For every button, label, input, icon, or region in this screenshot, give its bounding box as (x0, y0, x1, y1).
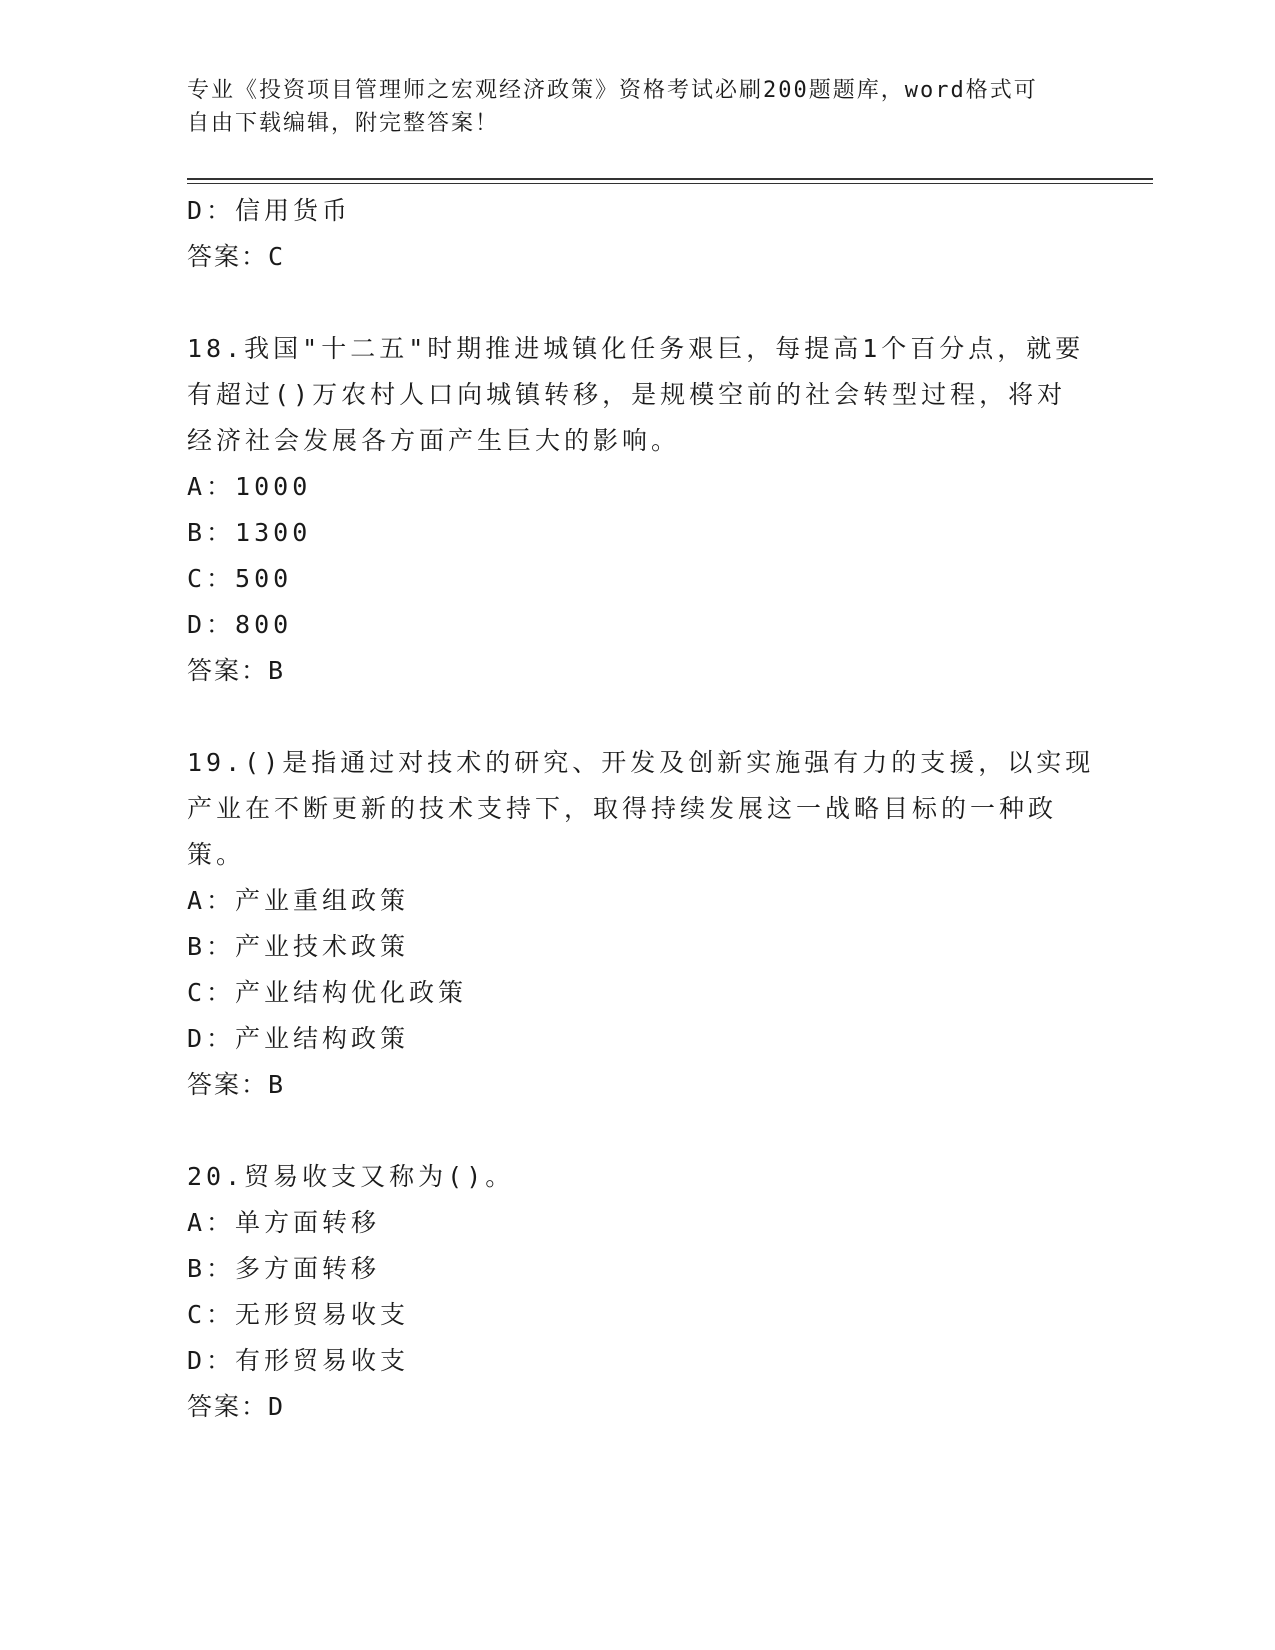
question-19-answer: 答案：B (187, 1070, 286, 1099)
question-19-stem-line-2: 产业在不断更新的技术支持下，取得持续发展这一战略目标的一种政 (187, 794, 1058, 823)
question-20-option-c: C：无形贸易收支 (187, 1300, 410, 1329)
question-19-stem-line-3: 策。 (187, 840, 246, 869)
header-line-2: 自由下载编辑，附完整答案！ (187, 111, 500, 136)
page-header (187, 74, 1067, 140)
header-divider-thin (187, 183, 1153, 184)
question-19 (187, 740, 1095, 1108)
question-19-option-d: D：产业结构政策 (187, 1024, 410, 1053)
question-18-option-a: A：1000 (187, 472, 312, 501)
question-19-option-a: A：产业重组政策 (187, 886, 410, 915)
prev-answer: 答案：C (187, 242, 286, 271)
question-18-stem-line-3: 经济社会发展各方面产生巨大的影响。 (187, 426, 681, 455)
question-18 (187, 326, 1087, 694)
question-20 (187, 1154, 1087, 1430)
question-19-option-b: B：产业技术政策 (187, 932, 410, 961)
question-20-option-b: B：多方面转移 (187, 1254, 381, 1283)
prev-option-d: D：信用货币 (187, 196, 352, 225)
question-18-answer: 答案：B (187, 656, 286, 685)
question-19-stem-line-1: 19.()是指通过对技术的研究、开发及创新实施强有力的支援，以实现 (187, 748, 1095, 777)
question-20-option-a: A：单方面转移 (187, 1208, 381, 1237)
question-18-stem-line-1: 18.我国"十二五"时期推进城镇化任务艰巨，每提高1个百分点，就要 (187, 334, 1085, 363)
question-19-option-c: C：产业结构优化政策 (187, 978, 468, 1007)
question-list (187, 188, 1095, 1430)
question-18-option-b: B：1300 (187, 518, 312, 547)
question-20-answer: 答案：D (187, 1392, 286, 1421)
question-18-option-c: C：500 (187, 564, 293, 593)
header-line-1: 专业《投资项目管理师之宏观经济政策》资格考试必刷200题题库，word格式可 (187, 78, 1038, 103)
question-20-option-d: D：有形贸易收支 (187, 1346, 410, 1375)
header-divider-thick (187, 178, 1153, 180)
question-18-option-d: D：800 (187, 610, 293, 639)
question-20-stem-line-1: 20.贸易收支又称为()。 (187, 1162, 515, 1191)
question-18-stem-line-2: 有超过()万农村人口向城镇转移，是规模空前的社会转型过程，将对 (187, 380, 1067, 409)
